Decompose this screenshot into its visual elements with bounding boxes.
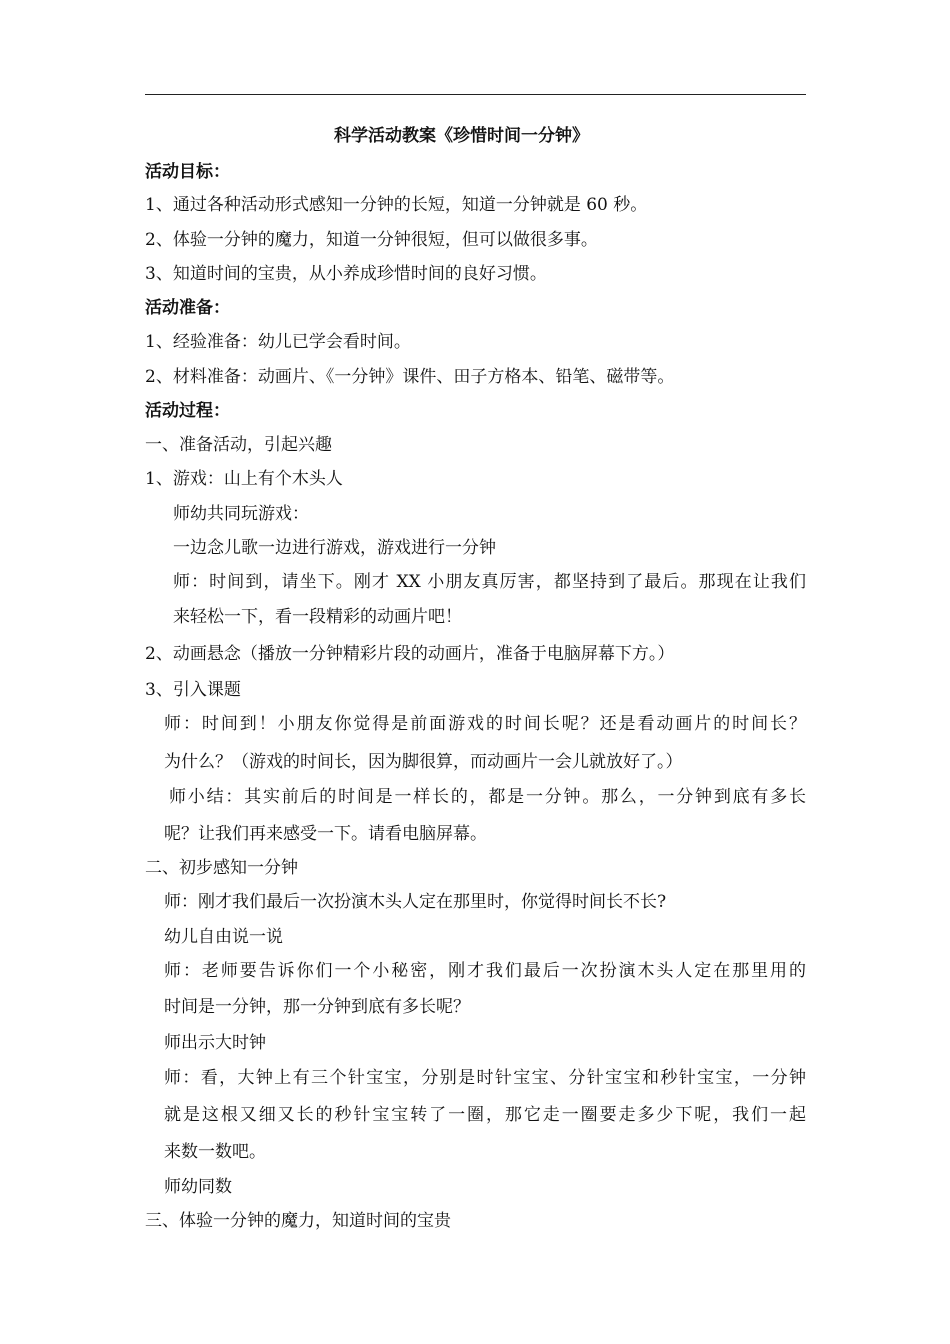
prep-item: 2、材料准备：动画片、《一分钟》课件、田子方格本、铅笔、磁带等。 bbox=[145, 367, 675, 387]
paragraph-line: 师：老师要告诉你们一个小秘密，刚才我们最后一次扮演木头人定在那里用的 bbox=[164, 961, 806, 981]
step-item: 3、引入课题 bbox=[145, 680, 241, 700]
goal-item: 1、通过各种活动形式感知一分钟的长短，知道一分钟就是 60 秒。 bbox=[145, 195, 648, 215]
process-heading: 活动过程： bbox=[145, 401, 230, 421]
paragraph-line: 就是这根又细又长的秒针宝宝转了一圈，那它走一圈要走多少下呢，我们一起 bbox=[164, 1105, 806, 1125]
document-title: 科学活动教案《珍惜时间一分钟》 bbox=[334, 126, 589, 146]
paragraph-line: 师出示大时钟 bbox=[164, 1033, 266, 1053]
paragraph-line: 师：时间到！小朋友你觉得是前面游戏的时间长呢？还是看动画片的时间长？ bbox=[164, 714, 806, 734]
paragraph-line: 师：刚才我们最后一次扮演木头人定在那里时，你觉得时间长不长? bbox=[164, 892, 667, 912]
paragraph-line: 师：看，大钟上有三个针宝宝，分别是时针宝宝、分针宝宝和秒针宝宝，一分钟 bbox=[164, 1068, 806, 1088]
paragraph-line: 为什么？（游戏的时间长，因为脚很算，而动画片一会儿就放好了。） bbox=[164, 752, 683, 772]
section-heading: 二、初步感知一分钟 bbox=[145, 858, 298, 878]
paragraph-line: 来轻松一下，看一段精彩的动画片吧！ bbox=[173, 607, 462, 627]
goal-item: 2、体验一分钟的魔力，知道一分钟很短，但可以做很多事。 bbox=[145, 230, 598, 250]
paragraph-line: 来数一数吧。 bbox=[164, 1142, 266, 1162]
paragraph-line: 师幼同数 bbox=[164, 1177, 232, 1197]
step-item: 1、游戏：山上有个木头人 bbox=[145, 469, 343, 489]
section-heading: 三、体验一分钟的魔力，知道时间的宝贵 bbox=[145, 1211, 451, 1231]
prep-item: 1、经验准备：幼儿已学会看时间。 bbox=[145, 332, 411, 352]
section-heading: 一、准备活动，引起兴趣 bbox=[145, 435, 332, 455]
paragraph-line: 呢？让我们再来感受一下。请看电脑屏幕。 bbox=[164, 824, 487, 844]
paragraph-line: 时间是一分钟，那一分钟到底有多长呢？ bbox=[164, 997, 470, 1017]
goals-heading: 活动目标： bbox=[145, 162, 230, 182]
step-item: 2、动画悬念（播放一分钟精彩片段的动画片，准备于电脑屏幕下方。） bbox=[145, 644, 675, 664]
paragraph-line: 师幼共同玩游戏： bbox=[173, 504, 309, 524]
header-rule bbox=[145, 94, 806, 95]
goal-item: 3、知道时间的宝贵，从小养成珍惜时间的良好习惯。 bbox=[145, 264, 547, 284]
prep-heading: 活动准备： bbox=[145, 298, 230, 318]
paragraph-line: 一边念儿歌一边进行游戏，游戏进行一分钟 bbox=[173, 538, 496, 558]
paragraph-line: 师：时间到，请坐下。刚才 XX 小朋友真厉害，都坚持到了最后。那现在让我们 bbox=[173, 572, 806, 592]
paragraph-line: 幼儿自由说一说 bbox=[164, 927, 283, 947]
paragraph-line: 师小结：其实前后的时间是一样长的，都是一分钟。那么，一分钟到底有多长 bbox=[169, 787, 806, 807]
